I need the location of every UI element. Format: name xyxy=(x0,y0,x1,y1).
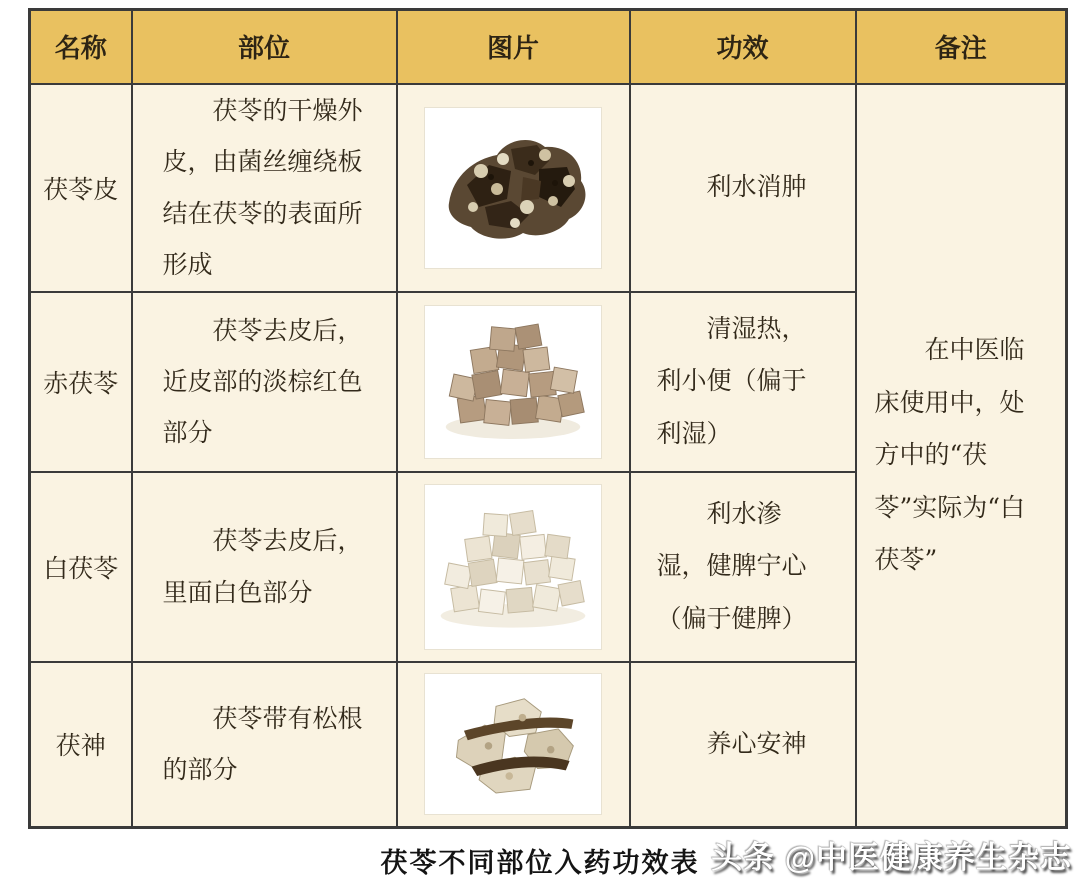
col-header-remark: 备注 xyxy=(856,10,1067,84)
col-header-picture: 图片 xyxy=(397,10,630,84)
herb-name: 赤茯苓 xyxy=(30,292,132,472)
col-header-part: 部位 xyxy=(132,10,397,84)
white-cubes-photo xyxy=(425,485,601,649)
fushen-chunks-illustration xyxy=(427,678,599,810)
toutiao-watermark: 头条 @中医健康养生杂志 xyxy=(711,840,1072,875)
pale-chunks-with-pine-root-photo xyxy=(425,674,601,814)
herb-name: 白茯苓 xyxy=(30,472,132,662)
herb-photo-cell xyxy=(397,472,630,662)
header-row xyxy=(30,10,1067,84)
herb-part: 茯苓去皮后，里面白色部分 xyxy=(132,472,397,662)
dark-dried-bark-pieces-photo xyxy=(425,108,601,268)
herb-part: 茯苓去皮后，近皮部的淡棕红色部分 xyxy=(132,292,397,472)
herb-name: 茯苓皮 xyxy=(30,84,132,292)
herb-effect: 利水渗湿，健脾宁心（偏于健脾） xyxy=(630,472,856,662)
herb-effect: 清湿热，利小便（偏于利湿） xyxy=(630,292,856,472)
table-caption: 茯苓不同部位入药功效表 xyxy=(380,848,700,878)
herb-photo-cell xyxy=(397,292,630,472)
col-header-name: 名称 xyxy=(30,10,132,84)
herb-part: 茯苓带有松根的部分 xyxy=(132,662,397,828)
brown-cubes-illustration xyxy=(427,311,599,453)
herb-photo-cell xyxy=(397,84,630,292)
white-cubes-illustration xyxy=(427,492,599,642)
bark-illustration xyxy=(427,113,599,263)
herb-parts-table xyxy=(28,8,1068,829)
herb-name: 茯神 xyxy=(30,662,132,828)
col-header-effect: 功效 xyxy=(630,10,856,84)
herb-effect: 养心安神 xyxy=(630,662,856,828)
table-row xyxy=(30,84,1067,292)
herb-part: 茯苓的干燥外皮，由菌丝缠绕板结在茯苓的表面所形成 xyxy=(132,84,397,292)
herb-photo-cell xyxy=(397,662,630,828)
herb-effect: 利水消肿 xyxy=(630,84,856,292)
remark-note: 在中医临床使用中，处方中的“茯苓”实际为“白茯苓” xyxy=(856,84,1067,828)
light-brown-cubes-photo xyxy=(425,306,601,458)
